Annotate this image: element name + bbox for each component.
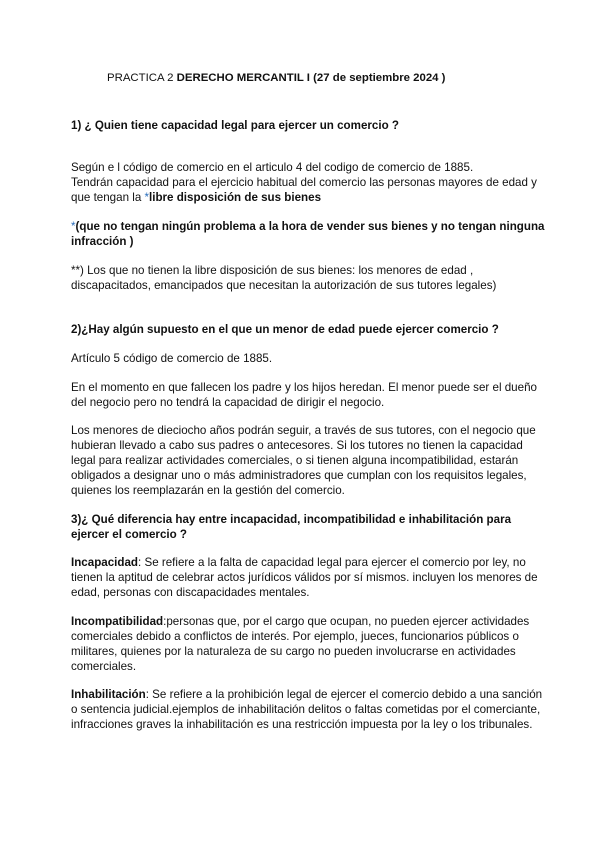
incapacidad-line: edad, personas con discapacidades mentales.	[71, 586, 310, 599]
q2-paragraph-2-line: obligados a designar uno o más administradores que cumplan con los requisitos legales,	[71, 469, 527, 482]
inhabilitacion-term: Inhabilitación	[71, 688, 146, 701]
q1-note-1	[71, 219, 545, 235]
title-prefix: PRACTICA 2	[107, 72, 177, 84]
q1-note-2-line-2: discapacitados, emancipados que necesitan la autorización de sus tutores legales)	[71, 279, 497, 292]
question-3-heading: 3)¿ Qué diferencia hay entre incapacidad, incompatibilidad e inhabilitación para	[71, 513, 512, 526]
inhabilitacion-line: o sentencia judicial.ejemplos de inhabilitación delitos o faltas cometidas por el comerciante,	[71, 703, 541, 716]
q2-paragraph-2-line: quienes los reemplazarán en la gestión del comercio.	[71, 484, 345, 497]
incompatibilidad-line: comerciales.	[71, 660, 137, 673]
incapacidad-text: : Se refiere a la falta de capacidad legal para ejercer el comercio por ley, no	[138, 556, 526, 569]
asterisk-marker: *	[144, 191, 150, 204]
q1-note-2: **) Los que no tienen la libre disposición de sus bienes: los menores de edad ,	[71, 264, 474, 277]
inhabilitacion-text: : Se refiere a la prohibición legal de ejercer el comercio debido a una sanción	[145, 688, 543, 701]
q1-note-1-text: (que no tengan ningún problema a la hora de vender sus bienes y no tengan ninguna	[75, 220, 545, 233]
q2-paragraph-1-line: del negocio pero no tendrá la capacidad de dirigir el negocio.	[71, 396, 385, 409]
q2-paragraph-1-line: En el momento en que fallecen los padre y los hijos heredan. El menor puede ser el dueño	[71, 381, 537, 394]
incapacidad-term: Incapacidad	[71, 556, 139, 569]
q1-text: que tengan la	[71, 191, 145, 204]
title-subject: DERECHO MERCANTIL I (27 de septiembre 2024 )	[176, 72, 446, 84]
incompatibilidad-text: :personas que, por el cargo que ocupan, no pueden ejercer actividades	[163, 615, 530, 628]
question-2-heading: 2)¿Hay algún supuesto en el que un menor de edad puede ejercer comercio ?	[71, 323, 499, 336]
incompatibilidad-definition	[71, 614, 541, 630]
q1-paragraph-line	[71, 190, 541, 206]
q1-note-1-line-2: infracción )	[71, 235, 134, 248]
q1-bold-term: libre disposición de sus bienes	[149, 191, 322, 204]
incompatibilidad-line: comerciales debido a conflictos de interés. Por ejemplo, jueces, funcionarios públicos o	[71, 630, 519, 643]
document-title	[107, 70, 577, 86]
q2-article-reference: Artículo 5 código de comercio de 1885.	[71, 352, 273, 365]
question-3-heading-line-2: ejercer el comercio ?	[71, 528, 187, 541]
question-1-heading: 1) ¿ Quien tiene capacidad legal para ejercer un comercio ?	[71, 119, 399, 132]
asterisk-marker: *	[71, 220, 76, 233]
q2-paragraph-2-line: legal para realizar actividades comerciales, o si tienen alguna incompatibilidad, estarán	[71, 454, 519, 467]
incapacidad-line: tienen la aptitud de celebrar actos jurídicos válidos por sí mismos. incluyen los menores de	[71, 571, 538, 584]
inhabilitacion-definition	[71, 687, 541, 703]
q2-paragraph-2-line: hubieran llevado a cabo sus padres o antecesores. Si los tutores no tienen la capacidad	[71, 439, 523, 452]
q1-paragraph-line: Tendrán capacidad para el ejercicio habitual del comercio las personas mayores de edad y	[71, 176, 537, 189]
inhabilitacion-line: infracciones graves la inhabilitación es una restricción impuesta por la ley o los tribunales.	[71, 718, 533, 731]
incompatibilidad-line: militares, quienes por la naturaleza de su cargo no pueden involucrarse en actividades	[71, 645, 516, 658]
incompatibilidad-term: Incompatibilidad	[71, 615, 164, 628]
incapacidad-definition	[71, 555, 541, 571]
q2-paragraph-2-line: Los menores de dieciocho años podrán seguir, a través de sus tutores, con el negocio que	[71, 424, 536, 437]
q1-paragraph-line: Según e l código de comercio en el articulo 4 del codigo de comercio de 1885.	[71, 161, 474, 174]
